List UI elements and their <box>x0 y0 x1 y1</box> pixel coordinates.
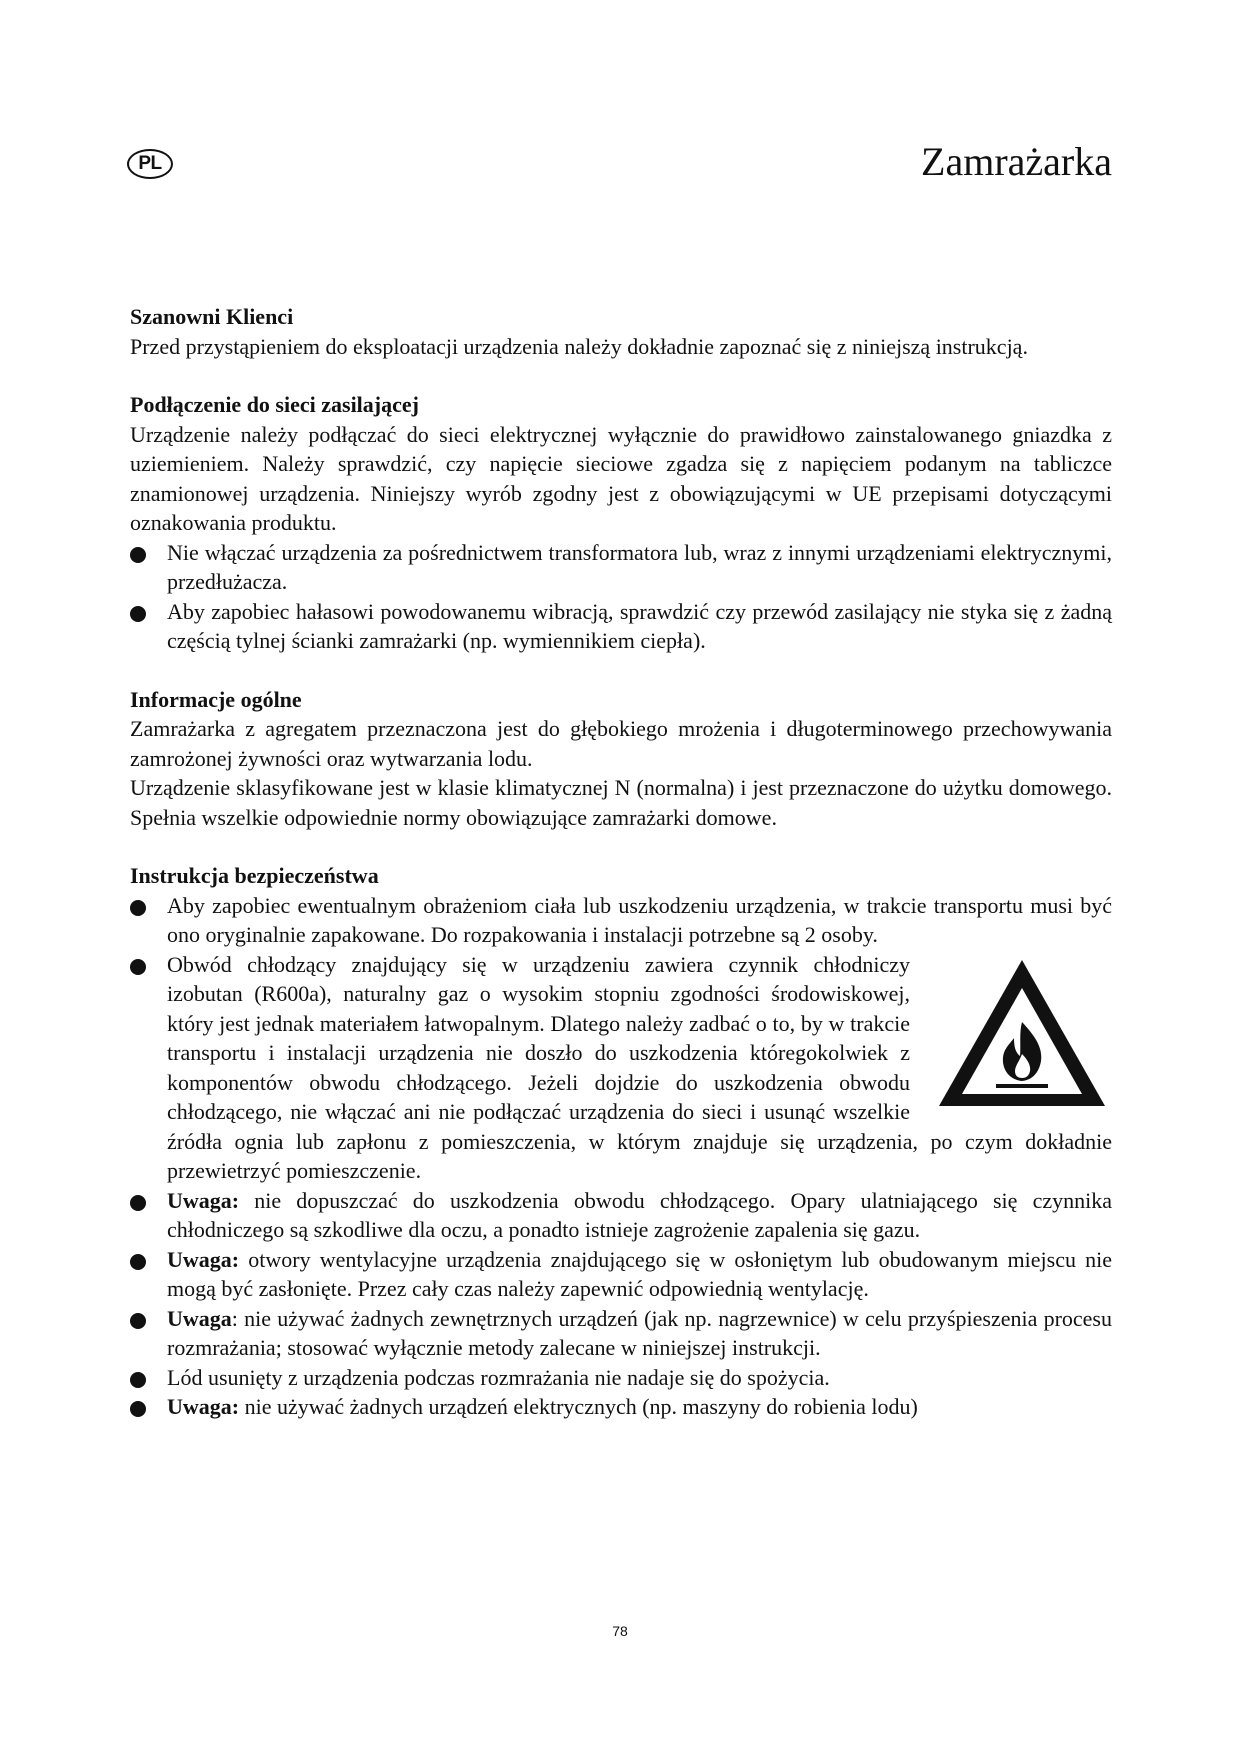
warning-label: Uwaga <box>167 1305 232 1331</box>
section-heading: Instrukcja bezpieczeństwa <box>130 863 379 888</box>
list-item <box>130 1363 1112 1393</box>
list-item <box>130 891 1112 950</box>
bullet-icon <box>130 959 146 975</box>
section-intro <box>130 302 1112 361</box>
bullet-icon <box>130 1313 146 1329</box>
list-item <box>130 1245 1112 1304</box>
list-item-text: Aby zapobiec ewentualnym obrażeniom ciała lub uszkodzeniu urządzenia, w trakcie transportu musi być ono oryginalnie zapakowane. Do rozpakowania i instalacji potrzebne są 2 osoby. <box>167 892 1112 947</box>
list-item <box>130 1186 1112 1245</box>
page-content <box>130 302 1112 1451</box>
list-item-text: Obwód chłodzący znajdujący się w urządzeniu zawiera czynnik chłodniczy izobutan (R600a), naturalny gaz o wysokim stopniu zgodności środowiskowej, który jest jednak materiałem łatwopalnym. Dlatego należy zadbać o to, by w trakcie transportu i instalacji urządzenia nie doszło do uszkodzenia któregokolwiek z komponentów obwodu chłodzącego. Jeżeli dojdzie do uszkodzenia obwodu chłodzącego, nie włączać ani nie podłączać urządzenia do sieci i usunąć wszelkie źródła ognia lub zapłonu z pomieszczenia, w którym znajduje się urządzenia, po czym dokładnie przewietrzyć pomieszczenie. <box>167 951 1112 1183</box>
bullet-icon <box>130 900 146 916</box>
bullet-list <box>130 538 1112 656</box>
flame-base-line <box>996 1084 1048 1088</box>
list-item <box>130 1392 1112 1422</box>
list-item <box>130 597 1112 656</box>
bullet-icon <box>130 1195 146 1211</box>
list-item-text: Aby zapobiec hałasowi powodowanemu wibracją, sprawdzić czy przewód zasilający nie styka się z żadną częścią tylnej ścianki zamrażarki (np. wymiennikiem ciepła). <box>167 598 1112 653</box>
list-item-text: Lód usunięty z urządzenia podczas rozmrażania nie nadaje się do spożycia. <box>167 1364 830 1390</box>
list-item <box>130 950 1112 1186</box>
bullet-icon <box>130 606 146 622</box>
section-general-info <box>130 685 1112 833</box>
section-heading: Podłączenie do sieci zasilającej <box>130 392 419 417</box>
warning-label: Uwaga: <box>167 1187 240 1213</box>
warning-label: Uwaga: <box>167 1246 240 1272</box>
flammable-warning-icon <box>932 950 1112 1115</box>
bullet-icon <box>130 1254 146 1270</box>
page-title: Zamrażarka <box>921 139 1112 184</box>
section-power-connection <box>130 390 1112 656</box>
section-safety <box>130 861 1112 1422</box>
section-paragraph: Zamrażarka z agregatem przeznaczona jest do głębokiego mrożenia i długoterminowego przechowywania zamrożonej żywności oraz wytwarzania lodu. <box>130 716 1112 771</box>
list-item-text: Nie włączać urządzenia za pośrednictwem transformatora lub, wraz z innymi urządzeniami elektrycznymi, przedłużacza. <box>167 539 1112 594</box>
bullet-icon <box>130 1401 146 1417</box>
list-item <box>130 1304 1112 1363</box>
list-item <box>130 538 1112 597</box>
list-item-text: nie używać żadnych urządzeń elektrycznych (np. maszyny do robienia lodu) <box>239 1394 918 1419</box>
bullet-list <box>130 891 1112 1422</box>
section-paragraph: Urządzenie sklasyfikowane jest w klasie klimatycznej N (normalna) i jest przeznaczone do użytku domowego. Spełnia wszelkie odpowiednie normy obowiązujące zamrażarki domowe. <box>130 775 1112 830</box>
page-number: 78 <box>612 1623 628 1639</box>
list-item-text: : nie używać żadnych zewnętrznych urządzeń (jak np. nagrzewnice) w celu przyśpieszenia procesu rozmrażania; stosować wyłącznie metody zalecane w niniejszej instrukcji. <box>167 1305 1112 1360</box>
list-item-text: otwory wentylacyjne urządzenia znajdującego się w osłoniętym lub obudowanym miejscu nie mogą być zasłonięte. Przez cały czas należy zapewnić odpowiednią wentylację. <box>167 1246 1112 1301</box>
section-heading: Szanowni Klienci <box>130 304 294 329</box>
section-heading: Informacje ogólne <box>130 686 302 712</box>
bullet-icon <box>130 547 146 563</box>
bullet-icon <box>130 1372 146 1388</box>
section-paragraph: Urządzenie należy podłączać do sieci elektrycznej wyłącznie do prawidłowo zainstalowanego gniazdka z uziemieniem. Należy sprawdzić, czy napięcie sieciowe zgadza się z napięciem podanym na tabliczce znamionowej urządzenia. Niniejszy wyrób zgodny jest z obowiązującymi w UE przepisami dotyczącymi oznakowania produktu. <box>130 421 1112 535</box>
list-item-text: nie dopuszczać do uszkodzenia obwodu chłodzącego. Opary ulatniającego się czynnika chłodniczego są szkodliwe dla oczu, a ponadto istnieje zagrożenie zapalenia się gazu. <box>167 1187 1112 1242</box>
section-paragraph: Przed przystąpieniem do eksploatacji urządzenia należy dokładnie zapoznać się z niniejszą instrukcją. <box>130 333 1028 359</box>
warning-label: Uwaga: <box>167 1394 240 1419</box>
language-badge: PL <box>127 149 173 179</box>
